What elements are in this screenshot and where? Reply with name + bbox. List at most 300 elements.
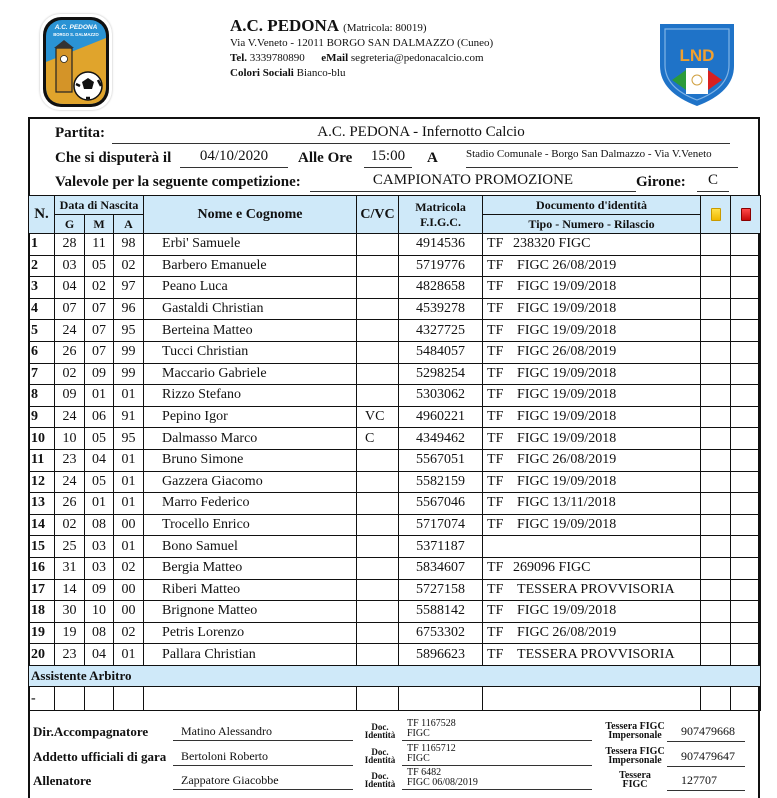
player-matricola[interactable]: 4960221 — [399, 406, 483, 428]
player-matricola[interactable]: 5717074 — [399, 514, 483, 536]
doc-line-2: FIGC — [407, 728, 430, 739]
birth-day[interactable]: 23 — [55, 449, 85, 471]
birth-year[interactable]: 01 — [114, 449, 144, 471]
red-card-cell[interactable] — [731, 320, 761, 342]
captain-flag[interactable] — [357, 557, 399, 579]
player-number: 15 — [29, 536, 55, 558]
birth-month[interactable]: 06 — [85, 406, 114, 428]
player-matricola[interactable]: 5582159 — [399, 471, 483, 493]
player-document[interactable] — [483, 406, 701, 428]
birth-day[interactable]: 10 — [55, 428, 85, 450]
doc-type: TF — [487, 560, 504, 576]
doc-identity-label — [360, 748, 400, 764]
red-card-cell[interactable] — [731, 428, 761, 450]
player-name[interactable]: Berteina Matteo — [144, 320, 357, 342]
red-card-cell[interactable] — [731, 277, 761, 299]
yellow-card-cell[interactable] — [701, 471, 731, 493]
player-row[interactable] — [29, 428, 761, 450]
birth-day[interactable]: 30 — [55, 601, 85, 623]
doc-label-line-1: Doc. — [371, 722, 389, 732]
doc-details: FIGC 19/09/2018 — [517, 517, 617, 533]
captain-flag[interactable] — [357, 277, 399, 299]
yellow-card-cell[interactable] — [701, 363, 731, 385]
assistant-number[interactable]: - — [29, 687, 55, 711]
club-address: Via V.Veneto - 12011 BORGO SAN DALMAZZO (Cuneo) — [230, 37, 494, 49]
player-document[interactable] — [483, 557, 701, 579]
yellow-card-cell[interactable] — [701, 255, 731, 277]
staff-document-field[interactable] — [402, 719, 592, 741]
birth-month[interactable]: 04 — [85, 449, 114, 471]
red-card-cell[interactable] — [731, 536, 761, 558]
player-document[interactable] — [483, 385, 701, 407]
birth-day[interactable]: 24 — [55, 320, 85, 342]
doc-details: FIGC 19/09/2018 — [517, 322, 617, 338]
assistant-cell[interactable] — [357, 687, 399, 711]
yellow-card-cell[interactable] — [701, 601, 731, 623]
captain-flag[interactable] — [357, 601, 399, 623]
player-row[interactable] — [29, 298, 761, 320]
tessera-number-field[interactable]: 907479647 — [667, 749, 745, 767]
doc-type: TF — [487, 473, 504, 489]
staff-name-field[interactable]: Bertoloni Roberto — [173, 749, 353, 766]
red-card-cell[interactable] — [731, 385, 761, 407]
birth-year[interactable]: 01 — [114, 385, 144, 407]
doc-details: FIGC 19/09/2018 — [517, 473, 617, 489]
tessera-number-field[interactable]: 127707 — [667, 773, 745, 791]
doc-details: FIGC 19/09/2018 — [517, 387, 617, 403]
captain-flag[interactable] — [357, 385, 399, 407]
player-row[interactable] — [29, 579, 761, 601]
birth-month[interactable]: 07 — [85, 298, 114, 320]
player-row[interactable] — [29, 644, 761, 666]
player-name[interactable]: Riberi Matteo — [144, 579, 357, 601]
red-card-cell[interactable] — [731, 471, 761, 493]
player-matricola[interactable]: 5484057 — [399, 341, 483, 363]
player-row[interactable] — [29, 341, 761, 363]
col-yellow-card — [701, 196, 731, 234]
doc-identity-label — [360, 772, 400, 788]
player-matricola[interactable]: 5371187 — [399, 536, 483, 558]
col-matricola — [399, 196, 483, 234]
roster-body — [29, 234, 761, 711]
red-card-cell[interactable] — [731, 406, 761, 428]
player-name[interactable]: Petris Lorenzo — [144, 622, 357, 644]
player-name[interactable]: Tucci Christian — [144, 341, 357, 363]
player-matricola[interactable]: 6753302 — [399, 622, 483, 644]
club-name-line — [230, 18, 493, 36]
player-number: 4 — [29, 298, 55, 320]
yellow-card-cell[interactable] — [701, 298, 731, 320]
doc-type: TF — [487, 646, 504, 662]
player-number: 16 — [29, 557, 55, 579]
player-row[interactable] — [29, 557, 761, 579]
staff-name-field[interactable]: Zappatore Giacobbe — [173, 773, 353, 790]
birth-day[interactable]: 02 — [55, 363, 85, 385]
player-matricola[interactable]: 5567051 — [399, 449, 483, 471]
yellow-card-cell[interactable] — [701, 428, 731, 450]
yellow-card-cell[interactable] — [701, 579, 731, 601]
player-row[interactable] — [29, 536, 761, 558]
birth-year[interactable]: 95 — [114, 320, 144, 342]
player-matricola[interactable]: 4349462 — [399, 428, 483, 450]
player-document[interactable] — [483, 363, 701, 385]
player-row[interactable] — [29, 320, 761, 342]
player-document[interactable] — [483, 234, 701, 256]
player-document[interactable] — [483, 514, 701, 536]
player-matricola[interactable]: 5588142 — [399, 601, 483, 623]
birth-year[interactable]: 02 — [114, 255, 144, 277]
birth-year[interactable]: 00 — [114, 601, 144, 623]
doc-type: TF — [487, 495, 504, 511]
doc-details: FIGC 26/08/2019 — [517, 624, 617, 640]
player-name[interactable]: Brignone Matteo — [144, 601, 357, 623]
birth-day[interactable]: 04 — [55, 277, 85, 299]
birth-month[interactable]: 10 — [85, 601, 114, 623]
doc-type: TF — [487, 344, 504, 360]
player-row[interactable] — [29, 406, 761, 428]
player-document[interactable] — [483, 493, 701, 515]
player-row[interactable] — [29, 449, 761, 471]
player-number: 19 — [29, 622, 55, 644]
assistant-cell[interactable] — [731, 687, 761, 711]
assistant-cell[interactable] — [55, 687, 85, 711]
player-name[interactable]: Dalmasso Marco — [144, 428, 357, 450]
tessera-number-field[interactable]: 907479668 — [667, 724, 745, 742]
player-matricola[interactable]: 5834607 — [399, 557, 483, 579]
birth-day[interactable]: 24 — [55, 471, 85, 493]
assistant-cell[interactable] — [701, 687, 731, 711]
birth-year[interactable]: 95 — [114, 428, 144, 450]
player-row[interactable] — [29, 363, 761, 385]
captain-flag[interactable] — [357, 234, 399, 256]
yellow-card-cell[interactable] — [701, 449, 731, 471]
player-name[interactable]: Pepino Igor — [144, 406, 357, 428]
birth-month[interactable]: 07 — [85, 341, 114, 363]
player-document[interactable] — [483, 449, 701, 471]
birth-day[interactable]: 02 — [55, 514, 85, 536]
assistant-cell[interactable] — [144, 687, 357, 711]
birth-year[interactable]: 91 — [114, 406, 144, 428]
player-matricola[interactable]: 5567046 — [399, 493, 483, 515]
doc-label-line-2: Identità — [364, 779, 396, 789]
doc-type: TF — [487, 257, 504, 273]
doc-type: TF — [487, 409, 504, 425]
player-document[interactable] — [483, 471, 701, 493]
birth-day[interactable]: 03 — [55, 255, 85, 277]
birth-day[interactable]: 23 — [55, 644, 85, 666]
girone-label: Girone: — [636, 174, 686, 190]
captain-flag[interactable] — [357, 622, 399, 644]
yellow-card-cell[interactable] — [701, 385, 731, 407]
player-document[interactable] — [483, 255, 701, 277]
birth-day[interactable]: 09 — [55, 385, 85, 407]
assistant-referee-label: Assistente Arbitro — [29, 665, 761, 687]
player-name[interactable]: Bergia Matteo — [144, 557, 357, 579]
time-field[interactable]: 15:00 — [364, 148, 412, 168]
player-matricola[interactable]: 4828658 — [399, 277, 483, 299]
birth-month[interactable]: 08 — [85, 622, 114, 644]
red-card-cell[interactable] — [731, 363, 761, 385]
birth-year[interactable]: 02 — [114, 557, 144, 579]
red-card-cell[interactable] — [731, 298, 761, 320]
yellow-card-cell[interactable] — [701, 493, 731, 515]
girone-field[interactable]: C — [697, 172, 729, 192]
yellow-card-cell[interactable] — [701, 622, 731, 644]
doc-details: FIGC 26/08/2019 — [517, 257, 617, 273]
birth-day[interactable]: 31 — [55, 557, 85, 579]
captain-flag[interactable] — [357, 298, 399, 320]
doc-type: TF — [487, 322, 504, 338]
time-label: Alle Ore — [298, 150, 353, 166]
yellow-card-cell[interactable] — [701, 557, 731, 579]
doc-identity-label — [360, 723, 400, 739]
red-card-cell[interactable] — [731, 557, 761, 579]
captain-flag[interactable] — [357, 255, 399, 277]
player-name[interactable]: Erbi' Samuele — [144, 234, 357, 256]
player-document[interactable] — [483, 644, 701, 666]
player-row[interactable] — [29, 471, 761, 493]
player-matricola[interactable]: 5727158 — [399, 579, 483, 601]
player-name[interactable]: Marro Federico — [144, 493, 357, 515]
birth-month[interactable]: 03 — [85, 557, 114, 579]
red-card-cell[interactable] — [731, 449, 761, 471]
player-row[interactable] — [29, 234, 761, 256]
player-row[interactable] — [29, 514, 761, 536]
tel-label: Tel. — [230, 52, 248, 64]
birth-month[interactable]: 03 — [85, 536, 114, 558]
assistant-referee-row[interactable] — [29, 687, 761, 711]
assistant-cell[interactable] — [85, 687, 114, 711]
tessera-label-line-1: Tessera FIGC — [605, 721, 665, 732]
birth-day[interactable]: 25 — [55, 536, 85, 558]
doc-details: FIGC 19/09/2018 — [517, 603, 617, 619]
yellow-card-cell[interactable] — [701, 341, 731, 363]
staff-document-field[interactable] — [402, 744, 592, 766]
birth-day[interactable]: 14 — [55, 579, 85, 601]
doc-details: FIGC 13/11/2018 — [517, 495, 616, 511]
player-name[interactable]: Barbero Emanuele — [144, 255, 357, 277]
captain-flag[interactable] — [357, 449, 399, 471]
player-matricola[interactable]: 5896623 — [399, 644, 483, 666]
doc-label-line-2: Identità — [364, 730, 396, 740]
player-document[interactable] — [483, 622, 701, 644]
birth-month[interactable]: 04 — [85, 644, 114, 666]
doc-details: FIGC 26/08/2019 — [517, 452, 617, 468]
birth-year[interactable]: 00 — [114, 514, 144, 536]
assistant-cell[interactable] — [114, 687, 144, 711]
player-row[interactable] — [29, 601, 761, 623]
tessera-label-line-1: Tessera — [619, 770, 651, 781]
captain-flag[interactable] — [357, 341, 399, 363]
player-matricola[interactable]: 5303062 — [399, 385, 483, 407]
yellow-card-cell[interactable] — [701, 536, 731, 558]
doc-details: FIGC 19/09/2018 — [517, 430, 617, 446]
captain-flag[interactable] — [357, 514, 399, 536]
tessera-label-line-1: Tessera FIGC — [605, 745, 665, 757]
player-document[interactable] — [483, 298, 701, 320]
birth-month[interactable]: 05 — [85, 255, 114, 277]
doc-details: TESSERA PROVVISORIA — [517, 646, 675, 662]
tessera-label — [600, 722, 670, 740]
tessera-label-line-2: Impersonale — [608, 754, 662, 766]
yellow-card-cell[interactable] — [701, 320, 731, 342]
player-number: 11 — [29, 449, 55, 471]
birth-year[interactable]: 99 — [114, 341, 144, 363]
birth-day[interactable]: 26 — [55, 341, 85, 363]
doc-details: FIGC 19/09/2018 — [517, 409, 617, 425]
player-document[interactable] — [483, 277, 701, 299]
captain-flag[interactable] — [357, 579, 399, 601]
player-name[interactable]: Pallara Christian — [144, 644, 357, 666]
birth-year[interactable]: 98 — [114, 234, 144, 256]
col-cvc: C/VC — [357, 196, 399, 234]
player-matricola[interactable]: 5298254 — [399, 363, 483, 385]
birth-year[interactable]: 01 — [114, 536, 144, 558]
captain-flag[interactable] — [357, 536, 399, 558]
club-contacts — [230, 51, 493, 66]
captain-flag[interactable]: VC — [357, 406, 399, 428]
captain-flag[interactable] — [357, 320, 399, 342]
birth-month[interactable]: 01 — [85, 385, 114, 407]
birth-year[interactable]: 01 — [114, 471, 144, 493]
club-colors — [230, 66, 493, 81]
yellow-card-cell[interactable] — [701, 514, 731, 536]
captain-flag[interactable] — [357, 644, 399, 666]
doc-details: 238320 FIGC — [513, 236, 591, 252]
doc-label-line-1: Doc. — [371, 771, 389, 781]
doc-line-1: TF 1165712 — [407, 742, 456, 754]
player-name[interactable]: Bono Samuel — [144, 536, 357, 558]
staff-document-field[interactable] — [402, 768, 592, 790]
birth-day[interactable]: 07 — [55, 298, 85, 320]
red-card-cell[interactable] — [731, 601, 761, 623]
player-document[interactable] — [483, 579, 701, 601]
doc-type: TF — [487, 624, 504, 640]
col-n: N. — [29, 196, 55, 234]
red-card-cell[interactable] — [731, 255, 761, 277]
assistant-referee-header — [29, 665, 761, 687]
player-document[interactable] — [483, 320, 701, 342]
player-number: 8 — [29, 385, 55, 407]
player-matricola[interactable]: 4539278 — [399, 298, 483, 320]
doc-type: TF — [487, 365, 504, 381]
captain-flag[interactable]: C — [357, 428, 399, 450]
player-matricola[interactable]: 4914536 — [399, 234, 483, 256]
player-name[interactable]: Bruno Simone — [144, 449, 357, 471]
red-card-cell[interactable] — [731, 579, 761, 601]
lnd-logo — [656, 18, 738, 108]
staff-name-field[interactable]: Matino Alessandro — [173, 724, 353, 741]
birth-month[interactable]: 05 — [85, 471, 114, 493]
partita-field[interactable]: A.C. PEDONA - Infernotto Calcio — [112, 124, 730, 144]
birth-month[interactable]: 01 — [85, 493, 114, 515]
birth-month[interactable]: 11 — [85, 234, 114, 256]
player-name[interactable]: Rizzo Stefano — [144, 385, 357, 407]
player-matricola[interactable]: 5719776 — [399, 255, 483, 277]
club-crest-icon — [40, 14, 112, 110]
yellow-card-cell[interactable] — [701, 234, 731, 256]
birth-year[interactable]: 00 — [114, 579, 144, 601]
birth-month[interactable]: 09 — [85, 579, 114, 601]
player-row[interactable] — [29, 622, 761, 644]
player-document[interactable] — [483, 536, 701, 558]
red-card-cell[interactable] — [731, 341, 761, 363]
birth-year[interactable]: 01 — [114, 644, 144, 666]
red-card-cell[interactable] — [731, 644, 761, 666]
player-row[interactable] — [29, 277, 761, 299]
birth-day[interactable]: 28 — [55, 234, 85, 256]
birth-month[interactable]: 02 — [85, 277, 114, 299]
red-card-cell[interactable] — [731, 622, 761, 644]
birth-day[interactable]: 26 — [55, 493, 85, 515]
tel-value: 3339780890 — [249, 52, 305, 64]
birth-day[interactable]: 24 — [55, 406, 85, 428]
yellow-card-cell[interactable] — [701, 644, 731, 666]
player-number: 20 — [29, 644, 55, 666]
venue-field[interactable]: Stadio Comunale - Borgo San Dalmazzo - Via V.Veneto — [466, 148, 738, 168]
red-card-cell[interactable] — [731, 514, 761, 536]
yellow-card-cell[interactable] — [701, 406, 731, 428]
birth-month[interactable]: 05 — [85, 428, 114, 450]
birth-month[interactable]: 09 — [85, 363, 114, 385]
player-document[interactable] — [483, 428, 701, 450]
birth-month[interactable]: 07 — [85, 320, 114, 342]
assistant-cell[interactable] — [399, 687, 483, 711]
birth-year[interactable]: 01 — [114, 493, 144, 515]
birth-month[interactable]: 08 — [85, 514, 114, 536]
doc-type: TF — [487, 279, 504, 295]
birth-year[interactable]: 97 — [114, 277, 144, 299]
player-document[interactable] — [483, 601, 701, 623]
player-document[interactable] — [483, 341, 701, 363]
birth-year[interactable]: 96 — [114, 298, 144, 320]
player-number: 10 — [29, 428, 55, 450]
player-row[interactable] — [29, 493, 761, 515]
tessera-label-line-2: FIGC — [622, 779, 648, 790]
player-name[interactable]: Gastaldi Christian — [144, 298, 357, 320]
captain-flag[interactable] — [357, 493, 399, 515]
player-name[interactable]: Trocello Enrico — [144, 514, 357, 536]
player-name[interactable]: Peano Luca — [144, 277, 357, 299]
competition-field[interactable]: CAMPIONATO PROMOZIONE — [310, 172, 636, 192]
col-name: Nome e Cognome — [144, 196, 357, 234]
email-value[interactable]: segreteria@pedonacalcio.com — [350, 52, 484, 64]
date-field[interactable]: 04/10/2020 — [180, 148, 288, 168]
yellow-card-cell[interactable] — [701, 277, 731, 299]
col-document: Documento d'identità — [483, 196, 701, 215]
doc-type: TF — [487, 581, 504, 597]
player-name[interactable]: Maccario Gabriele — [144, 363, 357, 385]
player-row[interactable] — [29, 385, 761, 407]
col-red-card — [731, 196, 761, 234]
player-name[interactable]: Gazzera Giacomo — [144, 471, 357, 493]
birth-year[interactable]: 02 — [114, 622, 144, 644]
col-g: G — [55, 215, 85, 234]
red-card-cell[interactable] — [731, 493, 761, 515]
col-birth-date: Data di Nascita — [55, 196, 144, 215]
doc-line-1: TF 6482 — [407, 767, 442, 778]
captain-flag[interactable] — [357, 363, 399, 385]
birth-day[interactable]: 19 — [55, 622, 85, 644]
captain-flag[interactable] — [357, 471, 399, 493]
player-row[interactable] — [29, 255, 761, 277]
assistant-cell[interactable] — [483, 687, 701, 711]
competition-label: Valevole per la seguente competizione: — [55, 174, 301, 190]
player-number: 9 — [29, 406, 55, 428]
birth-year[interactable]: 99 — [114, 363, 144, 385]
red-card-cell[interactable] — [731, 234, 761, 256]
player-matricola[interactable]: 4327725 — [399, 320, 483, 342]
